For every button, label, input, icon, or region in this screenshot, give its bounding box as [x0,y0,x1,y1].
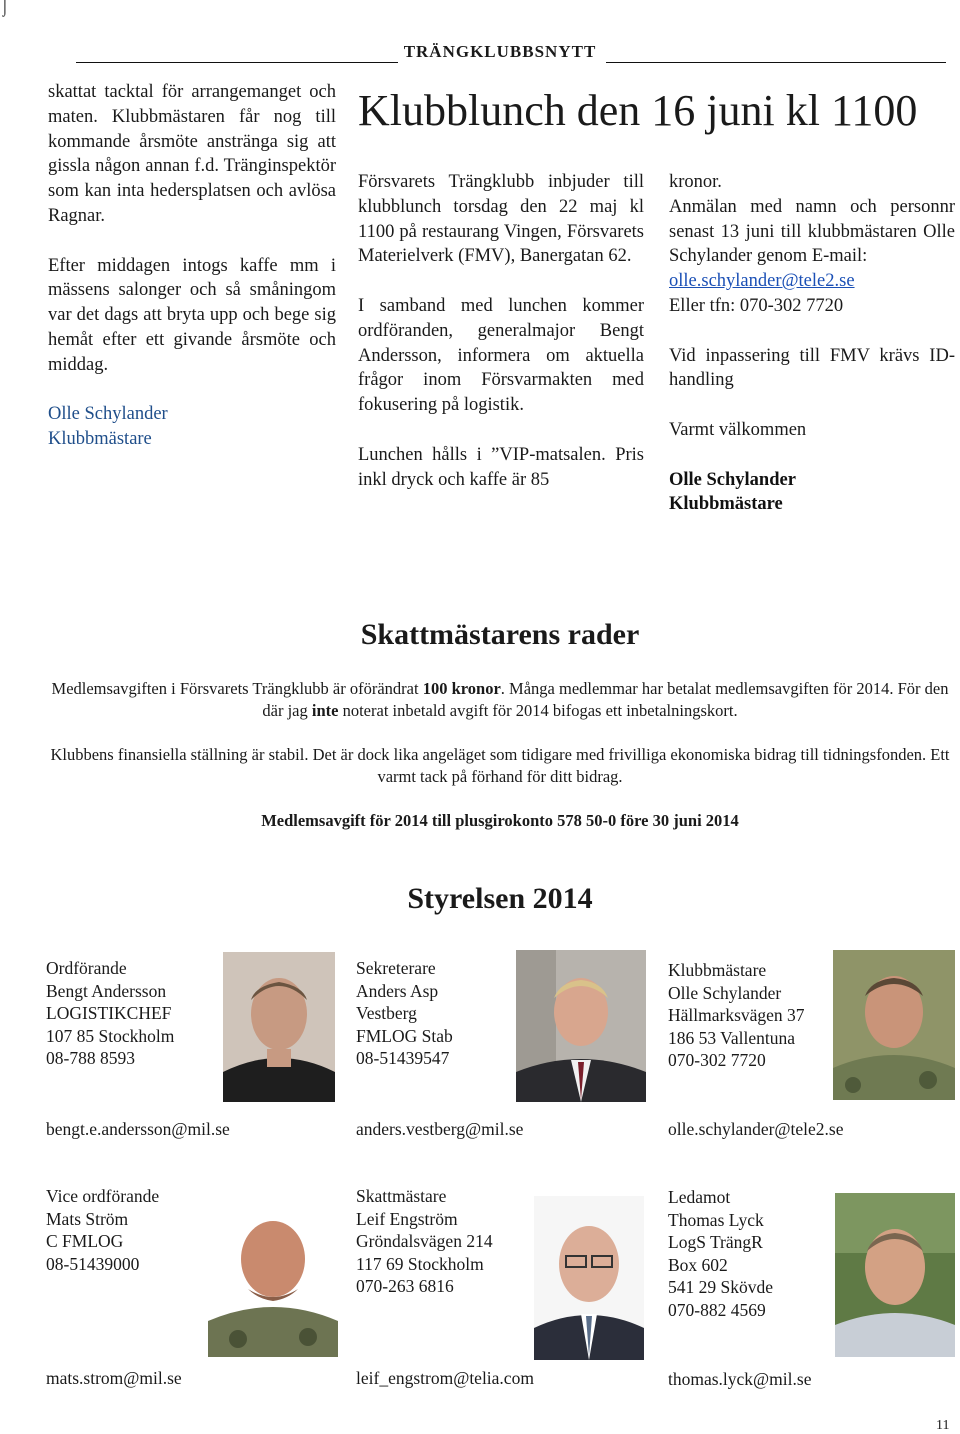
member-email-treasurer[interactable]: leif_engstrom@telia.com [356,1368,534,1388]
treasurer-p1-part-a: Medlemsavgiften i Försvarets Trängklubb är oförändrat [51,679,423,698]
lunch-id-note: Vid inpassering till FMV krävs ID-handling [669,345,955,391]
member-line: 541 29 Skövde [668,1277,773,1298]
treasurer-paragraph-2: Klubbens finansiella ställning är stabil. Det är dock lika angeläget som tidigare med frivilliga ekonomiska bidrag till tidningsfonden. Ett varmt tack på förhand för ditt bidrag. [50,745,950,786]
member-line: 117 69 Stockholm [356,1253,484,1274]
member-line: LOGISTIKCHEF [46,1003,172,1024]
member-card-chair [46,957,174,1070]
member-card-member [668,1186,773,1322]
member-line: Hällmarksvägen 37 [668,1005,805,1026]
member-card-secretary [356,957,453,1070]
member-photo-member [835,1193,955,1357]
payment-instruction: Medlemsavgift för 2014 till plusgirokonto 578 50-0 före 30 juni 2014 [261,811,739,830]
treasurer-p1-part-b: . Många medlemmar har betalat medlemsavgiften för 2014. För den där jag [262,679,949,720]
lunch-phone: Eller tfn: 070-302 7720 [669,295,844,316]
member-phone: 070-882 4569 [668,1299,766,1320]
lunch-column-2 [669,170,955,517]
left-column [48,80,336,452]
member-name: Bengt Andersson [46,980,167,1001]
member-phone: 08-788 8593 [46,1048,135,1069]
left-paragraph-2: Efter middagen intogs kaffe mm i mässens salonger och så småningom var det dags att bryta upp och bege sig hemåt efter ett givande årsmöte och middag. [48,255,336,375]
treasurer-p1-part-c: noterat inbetald avgift för 2014 bifogas ett inbetalningskort. [338,701,738,720]
member-name: Anders Asp [356,980,439,1001]
member-name: Thomas Lyck [668,1209,764,1230]
lunch-title: Klubblunch den 16 juni kl 1100 [358,86,918,135]
member-email-member[interactable]: thomas.lyck@mil.se [668,1369,812,1389]
member-line: 107 85 Stockholm [46,1025,175,1046]
treasurer-title: Skattmästarens rader [360,618,640,651]
lunch-price-end: kronor. [669,172,722,192]
lunch-signature-name: Olle Schylander [669,469,796,490]
member-email-vice-chair[interactable]: mats.strom@mil.se [46,1368,182,1388]
member-name: Leif Engström [356,1208,458,1229]
member-role: Klubbmästare [668,960,767,980]
member-line: Gröndalsvägen 214 [356,1231,493,1252]
lunch-paragraph-1: Försvarets Trängklubb inbjuder till klubblunch torsdag den 22 maj kl 1100 på restaurang Vingen, Försvarets Materielverk (FMV), Banergatan 62. [358,172,644,267]
member-role: Sekreterare [356,958,436,978]
corner-mark: ⌡ [0,0,10,16]
member-name: Mats Ström [46,1208,129,1229]
board-title: Styrelsen 2014 [407,882,593,915]
treasurer-paragraph-1 [50,678,950,722]
member-line: C FMLOG [46,1231,124,1252]
member-photo-secretary [516,950,646,1102]
member-card-clubmaster [668,959,805,1072]
member-role: Vice ordförande [46,1186,160,1206]
left-paragraph-1: skattat tacktal för arrangemanget och maten. Klubbmästaren får nog till kommande årsmöte anstränga sig att gissla någon annan f.d. Tränginspektör som kan inta hedersplatsen och avlösa Ragnar. [48,82,336,226]
member-line: Box 602 [668,1254,728,1275]
member-phone: 070-302 7720 [668,1050,766,1071]
header-rule-left [76,62,398,63]
member-line: Vestberg [356,1003,417,1024]
section-header: TRÄNGKLUBBSNYTT [403,42,597,61]
header-rule-right [606,62,946,63]
member-photo-chair [223,952,335,1102]
treasurer-text [50,678,950,854]
member-photo-vice-chair [208,1193,338,1357]
member-line: LogS TrängR [668,1232,763,1253]
member-phone: 08-51439000 [46,1253,140,1274]
member-email-chair[interactable]: bengt.e.andersson@mil.se [46,1119,230,1139]
member-phone: 070-263 6816 [356,1276,454,1297]
lunch-column-1 [358,170,644,517]
member-phone: 08-51439547 [356,1048,450,1069]
member-email-clubmaster[interactable]: olle.schylander@tele2.se [668,1119,844,1139]
member-role: Skattmästare [356,1186,447,1206]
page-number: 11 [936,1418,950,1433]
member-photo-treasurer [534,1196,644,1360]
lunch-paragraph-3: Lunchen hålls i ”VIP-matsalen. Pris inkl dryck och kaffe är 85 [358,444,644,490]
member-photo-clubmaster [833,950,955,1100]
lunch-welcome: Varmt välkommen [669,419,807,440]
lunch-register-email-link[interactable]: olle.schylander@tele2.se [669,271,855,292]
lunch-signature-title: Klubbmästare [669,494,783,515]
member-card-treasurer [356,1185,493,1298]
member-role: Ledamot [668,1187,731,1207]
left-signature-title: Klubbmästare [48,429,152,450]
left-signature-name: Olle Schylander [48,404,168,425]
emphasis-not: inte [311,701,339,720]
member-card-vice-chair [46,1185,159,1275]
member-line: FMLOG Stab [356,1025,453,1046]
member-role: Ordförande [46,958,127,978]
fee-amount: 100 kronor [422,679,501,698]
lunch-register-text: Anmälan med namn och personnr senast 13 juni till klubbmästaren Olle Schylander genom E-mail: [669,196,955,267]
lunch-paragraph-2: I samband med lunchen kommer ordföranden, generalmajor Bengt Andersson, informera om aktuella frågor inom Försvarmakten med fokusering på logistik. [358,295,644,416]
member-name: Olle Schylander [668,982,782,1003]
member-line: 186 53 Vallentuna [668,1027,796,1048]
member-email-secretary[interactable]: anders.vestberg@mil.se [356,1119,524,1139]
